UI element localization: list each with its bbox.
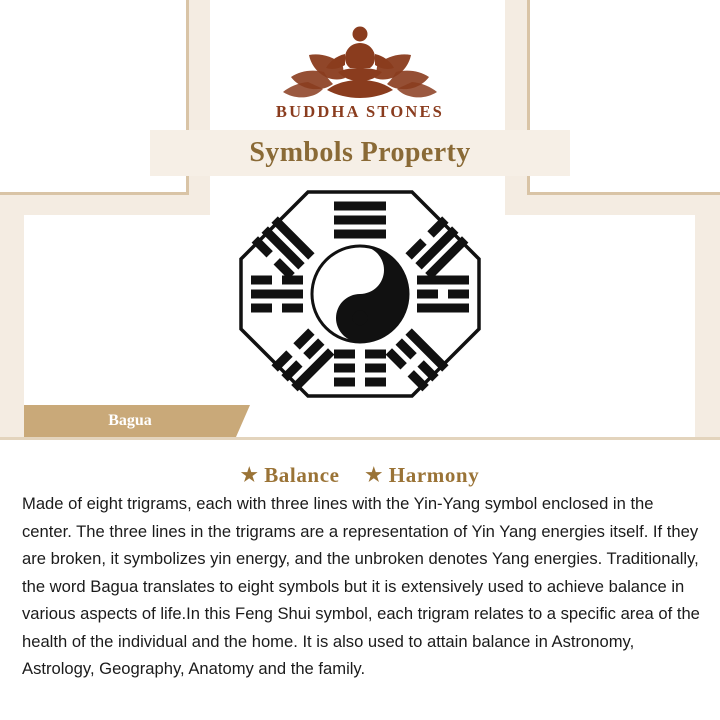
tagline	[0, 463, 720, 488]
brand-header	[0, 20, 720, 122]
star-icon: ★	[365, 465, 383, 486]
star-icon: ★	[240, 465, 259, 486]
edge-frame-left	[0, 215, 24, 445]
tagline-word-one: Balance	[264, 463, 340, 487]
lotus-meditation-icon	[280, 20, 440, 98]
section-label: Bagua	[108, 412, 152, 429]
tagline-word-two: Harmony	[388, 463, 480, 487]
edge-frame-right	[695, 215, 720, 445]
bagua-figure	[235, 186, 485, 402]
page-title: Symbols Property	[249, 137, 471, 168]
description-text: Made of eight trigrams, each with three lines with the Yin-Yang symbol enclosed in the center. The three lines in the trigrams are a representation of Yin Yang energies itself. If they are broken, it symbolizes yin energy, and the unbroken denotes Yang energies. Traditionally, the word Bagua translates to eight symbols but it is extensively used to achieve balance in various aspects of life.In this Feng Shui symbol, each trigram relates to a specific area of the health of the individual and the home. It is also used to attain balance in Astronomy, Astrology, Geography, Anatomy and the family.	[22, 494, 700, 678]
brand-name: BUDDHA STONES	[275, 102, 445, 121]
bagua-yin-yang-icon	[235, 186, 485, 402]
